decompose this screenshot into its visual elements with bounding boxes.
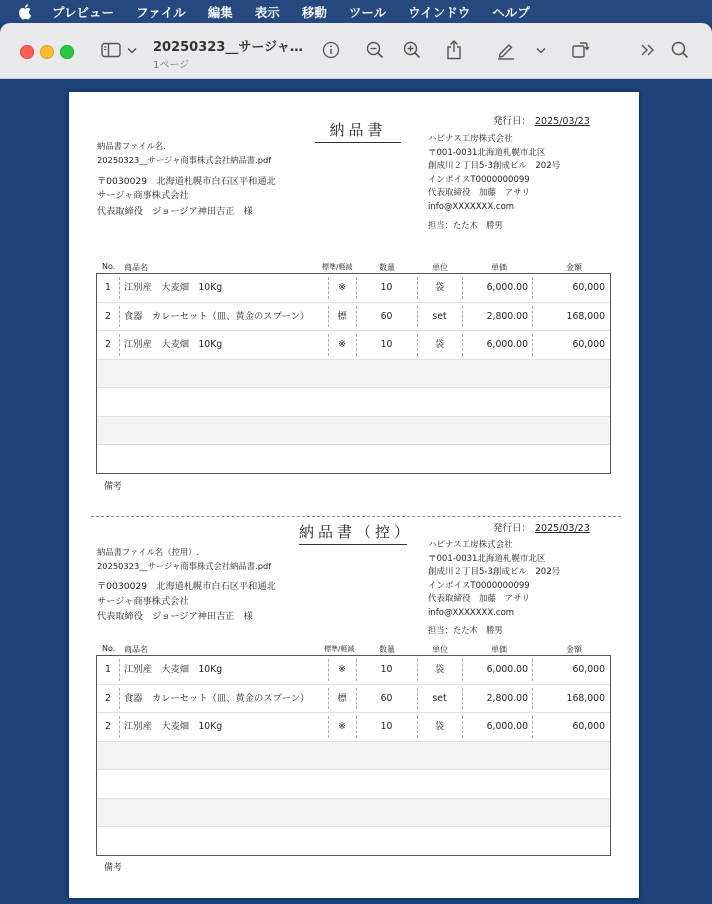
- table-row-empty: [97, 360, 610, 389]
- issuer-company: ハピナス工房株式会社: [428, 540, 513, 550]
- col-no: No.: [102, 644, 116, 653]
- window-title-area[interactable]: [153, 36, 303, 71]
- issue-date-value: 2025/03/23: [535, 116, 590, 127]
- col-price: 単価: [491, 645, 507, 654]
- table-row-empty: [97, 417, 610, 446]
- customer-postal-address: 〒0030029 北海道札幌市白石区平和通北: [97, 581, 276, 592]
- row-price: 6,000.00: [486, 664, 528, 675]
- row-kind: ※: [338, 339, 346, 350]
- menu-edit[interactable]: 編集: [207, 4, 233, 20]
- delivery-note-title: 納品書: [315, 119, 401, 143]
- customer-company: サージャ商事株式会社: [97, 190, 189, 201]
- rotate-icon[interactable]: [569, 39, 591, 61]
- row-qty: 10: [380, 339, 393, 350]
- issuer-invoice: インボイスT0000000099: [428, 581, 530, 591]
- menu-go[interactable]: 移動: [301, 4, 327, 20]
- sidebar-icon[interactable]: [100, 39, 122, 61]
- row-unit: set: [432, 310, 447, 322]
- issue-date-value: 2025/03/23: [535, 523, 590, 534]
- row-unit: set: [432, 692, 447, 704]
- issue-date: [493, 520, 590, 534]
- markup-pen-icon[interactable]: [495, 39, 517, 61]
- issuer-address: 〒001-0031北海道札幌市北区: [428, 148, 546, 158]
- cut-line: [91, 516, 621, 517]
- row-unit: 袋: [434, 664, 445, 675]
- remarks-label: 備考: [104, 863, 123, 873]
- table-row: [97, 303, 610, 332]
- file-name-label: 納品書ファイル名（控用）.: [97, 547, 200, 557]
- row-unit: 袋: [434, 721, 445, 732]
- row-qty: 60: [380, 692, 393, 704]
- issuer-staff: 担当：たた木 勝男: [428, 625, 503, 635]
- window-toolbar: [0, 23, 712, 79]
- row-qty: 60: [380, 310, 393, 322]
- col-kind: 標準/軽減: [324, 645, 355, 653]
- items-table: [96, 655, 611, 856]
- row-qty: 10: [380, 721, 393, 732]
- table-row: [97, 274, 610, 303]
- issuer-address: 〒001-0031北海道札幌市北区: [428, 554, 546, 564]
- table-row: [97, 713, 610, 742]
- info-icon[interactable]: [320, 39, 342, 61]
- menu-bar: [0, 0, 712, 23]
- issuer-rep: 代表取締役 加藤 アサリ: [428, 594, 531, 604]
- row-kind: 標: [337, 310, 347, 322]
- row-price: 6,000.00: [486, 282, 528, 293]
- file-name: 20250323__サージャ商事株式会社納品書.pdf: [97, 561, 272, 571]
- table-row: [97, 331, 610, 360]
- row-no: 2: [105, 721, 111, 732]
- more-icon[interactable]: [639, 39, 657, 61]
- row-amount: 168,000: [566, 692, 605, 704]
- delivery-note-copy-title: 納品書（控）: [299, 521, 407, 545]
- row-amount: 60,000: [572, 664, 605, 675]
- menu-preview[interactable]: プレビュー: [52, 4, 115, 20]
- menu-window[interactable]: ウインドウ: [408, 4, 471, 20]
- share-icon[interactable]: [443, 39, 465, 61]
- issue-date-label: 発行日：: [493, 523, 532, 534]
- row-no: 2: [105, 339, 111, 350]
- row-amount: 60,000: [572, 339, 605, 350]
- table-row-empty: [97, 742, 610, 771]
- table-row-empty: [97, 799, 610, 828]
- row-price: 2,800.00: [486, 692, 528, 704]
- row-no: 1: [105, 664, 111, 675]
- customer-person: 代表取締役 ジョージア神田吉正 様: [97, 206, 253, 217]
- col-item: 商品名: [124, 645, 148, 654]
- issuer-email: info@XXXXXXX.com: [428, 608, 515, 618]
- remarks-label: 備考: [104, 482, 123, 492]
- row-item: 江別産 大麦畑 10Kg: [124, 721, 223, 732]
- table-row-empty: [97, 388, 610, 417]
- table-row: [97, 656, 610, 685]
- search-icon[interactable]: [669, 39, 691, 61]
- table-row-empty: [97, 770, 610, 799]
- col-qty: 数量: [379, 263, 395, 272]
- close-window-button[interactable]: [20, 45, 34, 59]
- file-name-label: 納品書ファイル名.: [97, 141, 166, 151]
- col-amount: 金額: [566, 645, 582, 654]
- row-no: 2: [105, 310, 111, 322]
- menu-help[interactable]: ヘルプ: [492, 4, 530, 20]
- issue-date: [493, 113, 590, 127]
- page-count: 1ページ: [153, 60, 190, 71]
- menu-tools[interactable]: ツール: [348, 4, 387, 20]
- zoom-in-icon[interactable]: [401, 39, 423, 61]
- col-unit: 単位: [432, 645, 448, 654]
- row-item: 江別産 大麦畑 10Kg: [124, 282, 223, 293]
- row-qty: 10: [380, 664, 393, 675]
- row-kind: ※: [338, 664, 346, 675]
- row-price: 6,000.00: [486, 339, 528, 350]
- minimize-window-button[interactable]: [40, 45, 54, 59]
- row-unit: 袋: [434, 282, 445, 293]
- items-table: [96, 273, 611, 474]
- document-page: [69, 92, 639, 898]
- row-item: 江別産 大麦畑 10Kg: [124, 339, 223, 350]
- issuer-address2: 創成川２丁目5-3創成ビル 202号: [428, 567, 561, 577]
- table-row-empty: [97, 445, 610, 473]
- row-no: 2: [105, 692, 111, 704]
- row-qty: 10: [380, 282, 393, 293]
- row-price: 6,000.00: [486, 721, 528, 732]
- preview-window: [0, 23, 712, 904]
- row-item: 食器 カレーセット（皿、黄金のスプーン）: [124, 692, 310, 704]
- row-kind: ※: [338, 721, 346, 732]
- file-name: 20250323__サージャ商事株式会社納品書.pdf: [97, 155, 272, 165]
- zoom-window-button[interactable]: [60, 45, 74, 59]
- col-unit: 単位: [432, 263, 448, 272]
- menu-file[interactable]: ファイル: [136, 4, 186, 20]
- document-title: 20250323__サージャ…: [153, 40, 303, 55]
- customer-postal-address: 〒0030029 北海道札幌市白石区平和通北: [97, 176, 276, 187]
- menu-view[interactable]: 表示: [254, 4, 280, 20]
- row-amount: 60,000: [572, 721, 605, 732]
- issue-date-label: 発行日：: [493, 116, 532, 127]
- zoom-out-icon[interactable]: [364, 39, 386, 61]
- row-item: 江別産 大麦畑 10Kg: [124, 664, 223, 675]
- col-no: No.: [102, 262, 116, 271]
- customer-company: サージャ商事株式会社: [97, 596, 189, 607]
- issuer-email: info@XXXXXXX.com: [428, 202, 515, 212]
- col-item: 商品名: [124, 263, 148, 272]
- table-row: [97, 685, 610, 714]
- col-amount: 金額: [566, 263, 582, 272]
- row-item: 食器 カレーセット（皿、黄金のスプーン）: [124, 310, 310, 322]
- row-kind: ※: [338, 282, 346, 293]
- issuer-invoice: インボイスT0000000099: [428, 175, 530, 185]
- issuer-company: ハピナス工房株式会社: [428, 134, 513, 144]
- chevron-down-icon[interactable]: [126, 39, 138, 61]
- issuer-address2: 創成川２丁目5-3創成ビル 202号: [428, 161, 561, 171]
- markup-chevron-down-icon[interactable]: [535, 39, 547, 61]
- row-unit: 袋: [434, 339, 445, 350]
- table-row-empty: [97, 827, 610, 855]
- row-price: 2,800.00: [486, 310, 528, 322]
- issuer-rep: 代表取締役 加藤 アサリ: [428, 188, 531, 198]
- customer-person: 代表取締役 ジョージア神田吉正 様: [97, 611, 253, 622]
- col-qty: 数量: [379, 645, 395, 654]
- row-kind: 標: [337, 692, 347, 704]
- apple-menu-icon[interactable]: [18, 3, 34, 20]
- issuer-staff: 担当：たた木 勝男: [428, 220, 503, 230]
- row-amount: 60,000: [572, 282, 605, 293]
- row-no: 1: [105, 282, 111, 293]
- col-price: 単価: [491, 263, 507, 272]
- col-kind: 標準/軽減: [322, 263, 353, 271]
- row-amount: 168,000: [566, 310, 605, 322]
